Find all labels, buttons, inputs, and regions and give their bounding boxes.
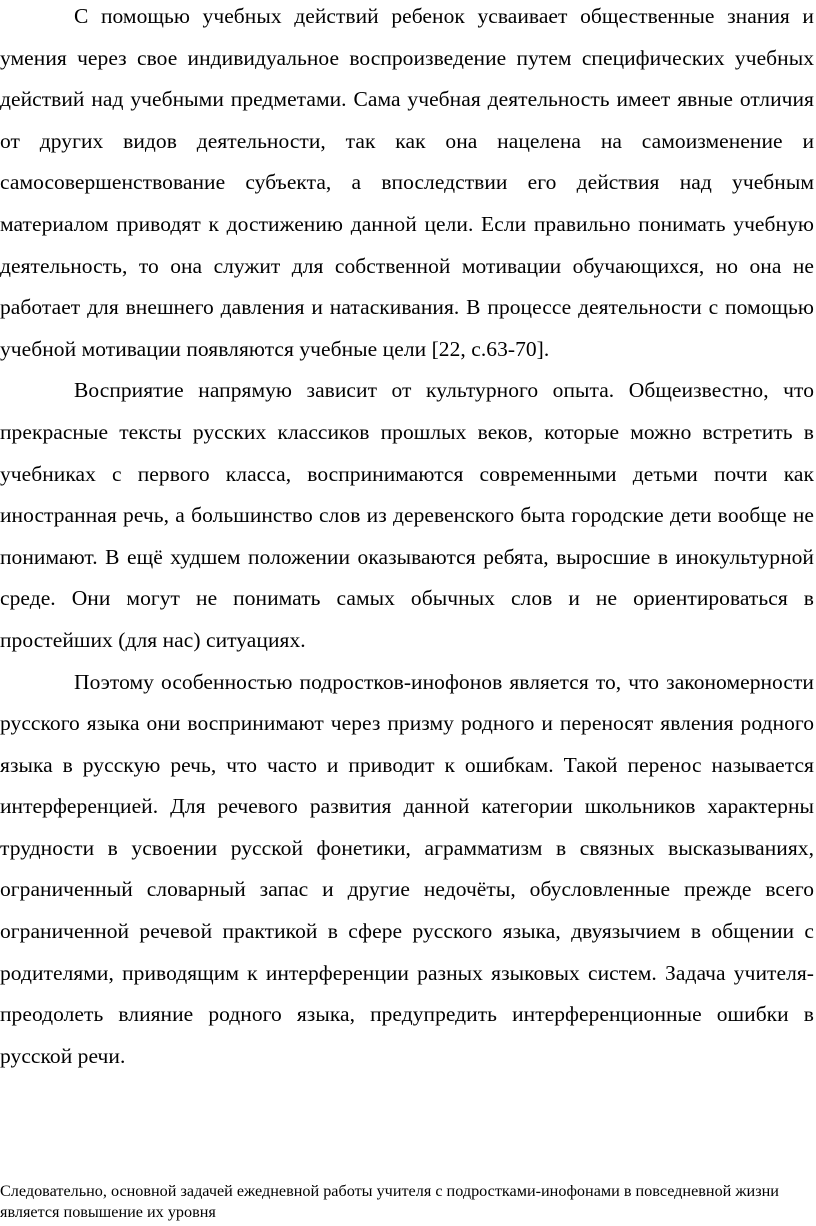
paragraph-2: Восприятие напрямую зависит от культурного опыта. Общеизвестно, что прекрасные тексты русских классиков прошлых веков, которые можно встретить в учебниках с первого класса, воспринимаются современными детьми почти как иностранная речь, а большинство слов из деревенского быта городские дети вообще не понимают. В ещё худшем положении оказываются ребята, выросшие в инокультурной среде. Они могут не понимать самых обычных слов и не ориентироваться в простейших (для нас) ситуациях. — [0, 378, 814, 652]
paragraph-1: С помощью учебных действий ребенок усваивает общественные знания и умения через свое индивидуальное воспроизведение путем специфических учебных действий над учебными предметами. Сама учебная деятельность имеет явные отличия от других видов деятельности, так как она нацелена на самоизменение и самосовершенствование субъекта, а впоследствии его действия над учебным материалом приводят к достижению данной цели. Если правильно понимать учебную деятельность, то она служит для собственной мотивации обучающихся, но она не работает для внешнего давления и натаскивания. В процессе деятельности с помощью учебной мотивации появляются учебные цели [22, с.63-70]. — [0, 4, 814, 361]
paragraph-3: Поэтому особенностью подростков-инофонов является то, что закономерности русского языка они воспринимают через призму родного и переносят явления родного языка в русскую речь, что часто и приводит к ошибкам. Такой перенос называется интерференцией. Для речевого развития данной категории школьников характерны трудности в усвоении русской фонетики, аграмматизм в связных высказываниях, ограниченный словарный запас и другие недочёты, обусловленные прежде всего ограниченной речевой практикой в сфере русского языка, двуязычием в общении с родителями, приводящим к интерференции разных языковых систем. Задача учителя-преодолеть влияние родного языка, предупредить интерференционные ошибки в русской речи. — [0, 669, 814, 1068]
footer-paragraph: Следовательно, основной задачей ежедневной работы учителя с подростками-инофонами в повседневной жизни является повышение их уровня — [0, 1182, 779, 1221]
